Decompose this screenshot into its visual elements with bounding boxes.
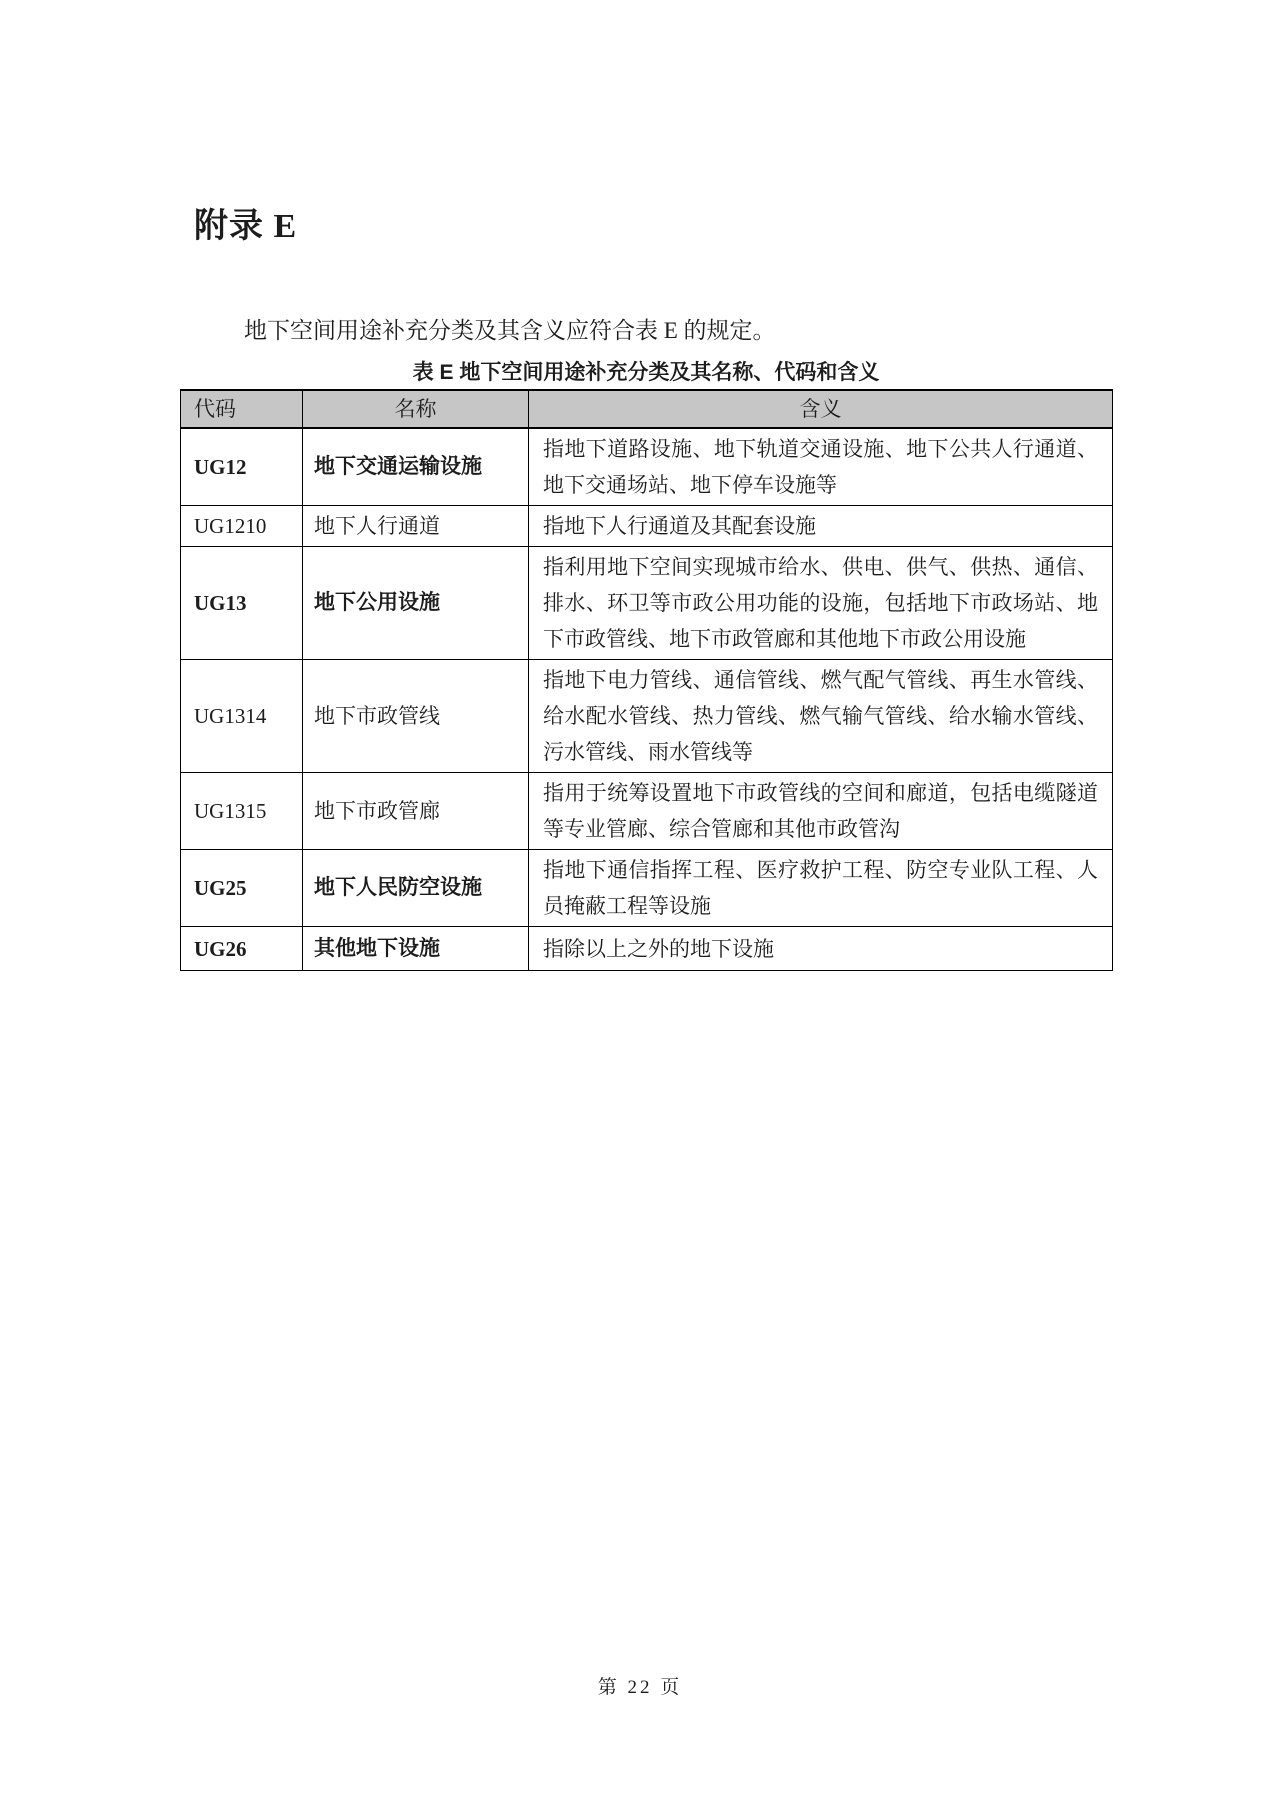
code-cell: UG1210 (181, 506, 303, 547)
table-row (181, 506, 1113, 547)
meaning-cell: 指用于统筹设置地下市政管线的空间和廊道，包括电缆隧道等专业管廊、综合管廊和其他市政管沟 (529, 773, 1113, 850)
meaning-cell: 指除以上之外的地下设施 (529, 927, 1113, 971)
code-cell: UG13 (181, 547, 303, 660)
meaning-cell: 指地下道路设施、地下轨道交通设施、地下公共人行通道、地下交通场站、地下停车设施等 (529, 428, 1113, 506)
name-cell: 地下市政管廊 (303, 773, 529, 850)
table-row (181, 428, 1113, 506)
code-cell: UG25 (181, 850, 303, 927)
table-row (181, 660, 1113, 773)
col-header-name: 名称 (303, 390, 529, 428)
intro-paragraph: 地下空间用途补充分类及其含义应符合表 E 的规定。 (244, 318, 776, 343)
code-cell: UG12 (181, 428, 303, 506)
name-cell: 地下人行通道 (303, 506, 529, 547)
table-caption: 表 E 地下空间用途补充分类及其名称、代码和含义 (412, 361, 880, 384)
table-row (181, 850, 1113, 927)
code-cell: UG1314 (181, 660, 303, 773)
classification-table (180, 389, 1113, 971)
name-cell: 地下人民防空设施 (303, 850, 529, 927)
code-cell: UG1315 (181, 773, 303, 850)
table-row (181, 927, 1113, 971)
col-header-code: 代码 (181, 390, 303, 428)
table-header-row (181, 390, 1113, 428)
name-cell: 地下市政管线 (303, 660, 529, 773)
page-number: 第 22 页 (597, 1677, 683, 1698)
name-cell: 地下公用设施 (303, 547, 529, 660)
table-row (181, 773, 1113, 850)
code-cell: UG26 (181, 927, 303, 971)
meaning-cell: 指地下电力管线、通信管线、燃气配气管线、再生水管线、给水配水管线、热力管线、燃气输气管线、给水输水管线、污水管线、雨水管线等 (529, 660, 1113, 773)
meaning-cell: 指利用地下空间实现城市给水、供电、供气、供热、通信、排水、环卫等市政公用功能的设施，包括地下市政场站、地下市政管线、地下市政管廊和其他地下市政公用设施 (529, 547, 1113, 660)
table-row (181, 547, 1113, 660)
name-cell: 其他地下设施 (303, 927, 529, 971)
appendix-heading: 附录 E (194, 208, 298, 245)
col-header-meaning: 含义 (529, 390, 1113, 428)
name-cell: 地下交通运输设施 (303, 428, 529, 506)
meaning-cell: 指地下通信指挥工程、医疗救护工程、防空专业队工程、人员掩蔽工程等设施 (529, 850, 1113, 927)
meaning-cell: 指地下人行通道及其配套设施 (529, 506, 1113, 547)
